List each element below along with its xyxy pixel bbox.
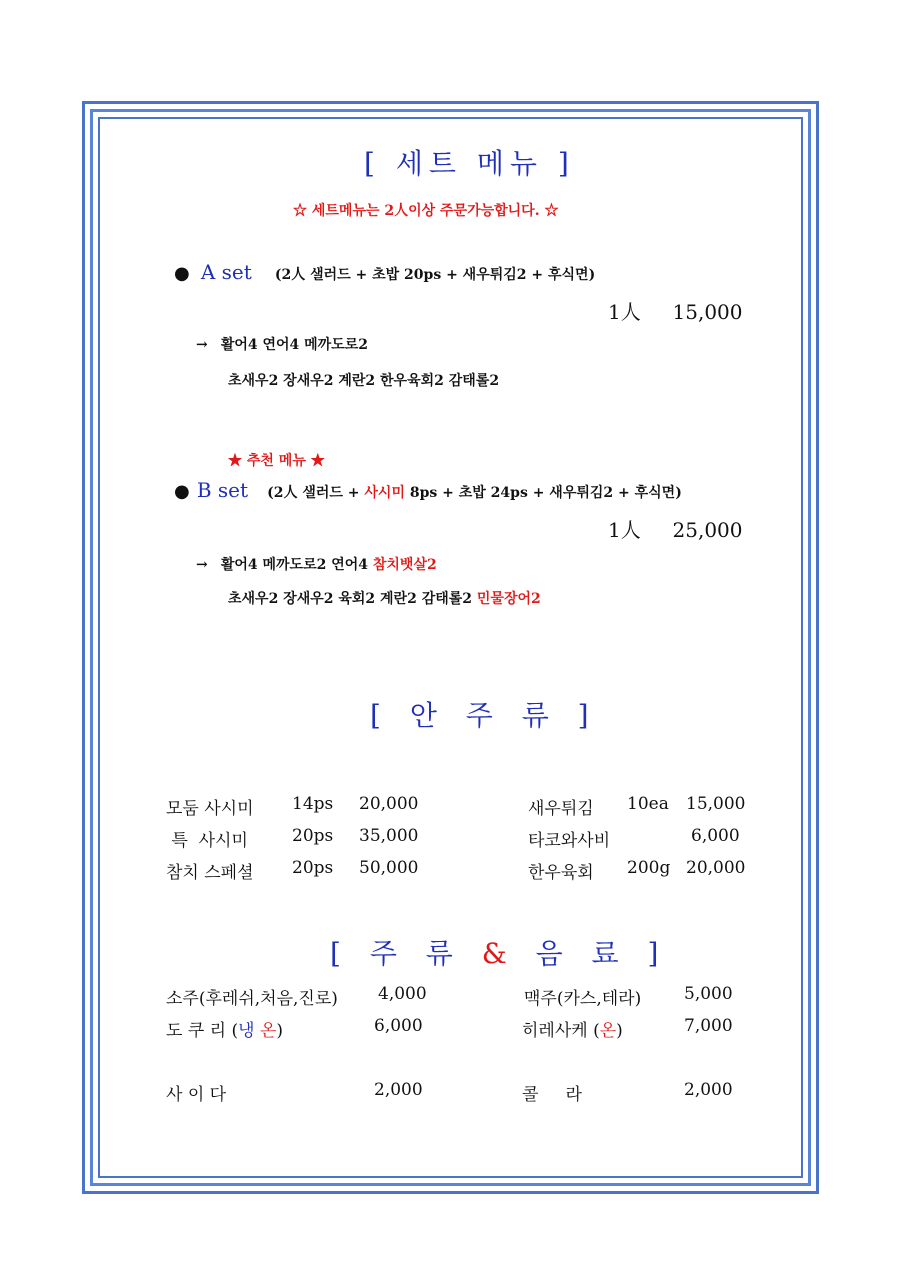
cider-name: 사 이 다 [166, 1085, 227, 1105]
anju-right-2-price: 6,000 [691, 826, 740, 846]
anju-left-1-price: 20,000 [359, 794, 419, 814]
anju-left-1-name: 모둠 사시미 [166, 799, 254, 819]
b-set-name: B set [196, 478, 249, 502]
anju-right-1-price: 15,000 [686, 794, 746, 814]
b-set-items-line2 [228, 588, 541, 608]
b-set-line [174, 478, 682, 502]
dokuri-hot: 온 [259, 1021, 277, 1041]
drinks-title [330, 932, 668, 972]
drinks-title-pre: [ 주 류 [330, 937, 482, 970]
a-set-items-line1: 활어4 연어4 메까도로2 [220, 337, 368, 353]
anju-left-3-price: 50,000 [359, 858, 419, 878]
beer-price: 5,000 [684, 984, 733, 1004]
a-set-items-line2: 초새우2 장새우2 계란2 한우육회2 감태롤2 [228, 373, 500, 389]
cola-name: 콜 라 [522, 1085, 582, 1105]
a-set-items [196, 334, 368, 354]
anju-right-3-price: 20,000 [686, 858, 746, 878]
a-set-arrow: → [196, 337, 208, 353]
dokuri-post: ) [276, 1021, 284, 1041]
hire-post: ) [616, 1021, 623, 1041]
dokuri-cold: 냉 [238, 1021, 255, 1041]
hire-pre: 히레사케 ( [522, 1021, 600, 1041]
b-set-items [196, 554, 437, 574]
set-menu-note: ☆ 세트메뉴는 2人이상 주문가능합니다. ☆ [293, 203, 559, 219]
cider-price: 2,000 [374, 1080, 423, 1100]
dokuri-price: 6,000 [374, 1016, 423, 1036]
soju-name: 소주(후레쉬,처음,진로) [166, 989, 338, 1009]
anju-left-3-name: 참치 스페셜 [166, 863, 254, 883]
b-set-composition-post: 8ps + 초밥 24ps + 새우튀김2 + 후식면) [404, 485, 682, 501]
a-set-line [174, 260, 595, 284]
b-set-price: 1人 25,000 [608, 518, 743, 542]
beer-name: 맥주(카스,테라) [524, 989, 642, 1009]
b-set-items-line2-red: 민물장어2 [476, 591, 541, 607]
a-set-composition: (2人 샐러드 + 초밥 20ps + 새우튀김2 + 후식면) [274, 267, 596, 283]
anju-right-3-qty: 200g [627, 858, 671, 878]
b-set-composition-red: 사시미 [364, 485, 405, 501]
anju-left-1-qty: 14ps [292, 794, 334, 814]
anju-left-2-qty: 20ps [292, 826, 334, 846]
hire-name [522, 1016, 623, 1041]
hire-price: 7,000 [684, 1016, 733, 1036]
anju-right-1-qty: 10ea [627, 794, 669, 814]
hire-hot: 온 [599, 1021, 617, 1041]
anju-left-row-3 [166, 858, 419, 938]
soju-price: 4,000 [378, 984, 427, 1004]
b-set-items-line1-pre: 활어4 메까도로2 연어4 [220, 557, 373, 573]
recommend-label: ★ 추천 메뉴 ★ [228, 453, 325, 469]
dokuri-pre: 도 쿠 리 ( [166, 1021, 239, 1041]
b-set-items-line1 [221, 557, 437, 573]
anju-left-2-name: 특 사시미 [166, 831, 248, 851]
cola-price: 2,000 [684, 1080, 733, 1100]
anju-left-3-qty: 20ps [292, 858, 334, 878]
anju-title: [ 안 주 류 ] [370, 699, 599, 732]
anju-left-2-price: 35,000 [359, 826, 419, 846]
drinks-title-amp: & [481, 937, 517, 970]
b-set-composition-pre: (2人 샐러드 + [267, 485, 365, 501]
set-menu-title: [ 세트 메뉴 ] [364, 147, 575, 180]
dokuri-name [166, 1016, 283, 1041]
b-set-composition [267, 485, 682, 501]
b-set-arrow: → [196, 557, 208, 573]
a-set-price: 1人 15,000 [608, 300, 743, 324]
a-set-name: A set [200, 260, 252, 284]
b-set-items-line2-pre: 초새우2 장새우2 육회2 계란2 감태롤2 [228, 591, 477, 607]
anju-right-2-name: 타코와사비 [528, 831, 611, 851]
anju-right-3-name: 한우육회 [528, 863, 594, 883]
a-set-bullet: ● [174, 263, 190, 284]
drinks-title-post: 음 료 ] [516, 937, 669, 970]
b-set-items-line1-red: 참치뱃살2 [372, 557, 437, 573]
anju-right-1-name: 새우튀김 [528, 799, 594, 819]
b-set-bullet: ● [174, 481, 190, 502]
